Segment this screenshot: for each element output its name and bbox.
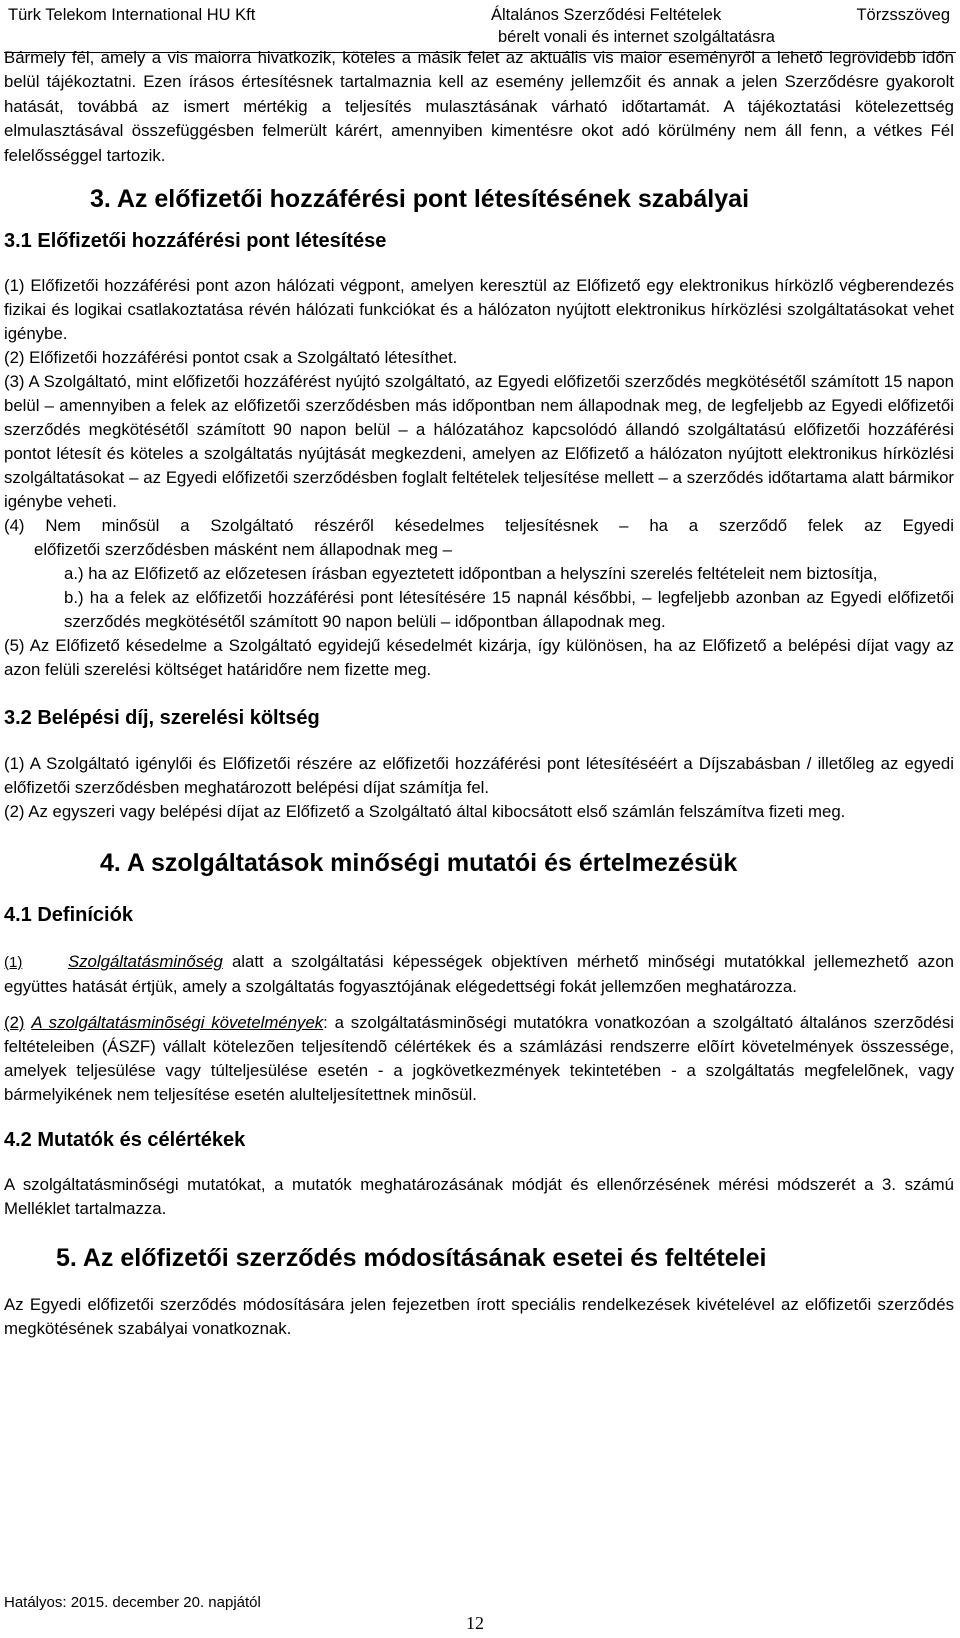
footer-effective-date: Hatályos: 2015. december 20. napjától	[4, 1594, 261, 1611]
s31-item-a: a.) ha az Előfizető az előzetesen írásban egyeztetett időpontban a helyszíni szerelés feltételeit nem biztosítja,	[64, 564, 878, 584]
s31-paragraph-1: (1) Előfizetői hozzáférési pont azon hálózati végpont, amelyen keresztül az Előfizető egy elektronikus hírközlő végberendezés fizikai és logikai csatlakoztatása révén hálózati funkciókat és a hálózaton nyújtott elektronikus hírközlési szolgáltatásokat vehet igénybe.	[4, 276, 954, 344]
definition-1-text: alatt a szolgáltatási képességek objektíven mérhető minőségi mutatókkal jellemezhető azon együttes hatását értjük, amely a szolgáltatás fogyasztójának elégedettségi fokát jellemzően meghatározza.	[4, 952, 954, 997]
page-number: 12	[466, 1613, 484, 1633]
s42-paragraph-1: A szolgáltatásminőségi mutatókat, a mutatók meghatározásának módját és ellenőrzésének mérési módszerét a 3. számú Melléklet tartalmazza.	[4, 1175, 954, 1219]
s32-paragraph-2: (2) Az egyszeri vagy belépési díjat az Előfizető a Szolgáltató által kibocsátott első számlán felszámítva fizeti meg.	[4, 802, 846, 822]
section-4-2-title: 4.2 Mutatók és célértékek	[4, 1129, 246, 1152]
s31-paragraph-4-line2: előfizetői szerződésben másként nem állapodnak meg –	[34, 540, 452, 560]
header-doc-title: Általános Szerződési Feltételek	[491, 6, 722, 24]
header-doc-subtitle: bérelt vonali és internet szolgáltatásra	[498, 28, 775, 46]
section-3-2-title: 3.2 Belépési díj, szerelési költség	[4, 707, 320, 730]
section-3-1-title: 3.1 Előfizetői hozzáférési pont létesítése	[4, 230, 387, 253]
s31-paragraph-3: (3) A Szolgáltató, mint előfizetői hozzáférést nyújtó szolgáltató, az Egyedi előfizetői szerződés megkötésétől számított 15 napon belül – amennyiben a felek az előfizetői szerződésben más időpontban nem állapodnak meg, de legfeljebb az Egyedi előfizetői szerződés megkötésétől számított 90 napon belül – a hálózatához kapcsolódó állandó szolgáltatású előfizetői hozzáférési pontot létesít és köteles a szolgáltatás nyújtását megkezdeni, amelyen az Előfizető a hálózaton nyújtott elektronikus hírközlési szolgáltatásokat – az Egyedi előfizetői szerződésben foglalt feltételek teljesítése mellett – a szerződés időtartama alatt bármikor igénybe veheti.	[4, 372, 954, 512]
intro-paragraph: Bármely fél, amely a vis maiorra hivatkozik, köteles a másik felet az aktuális vis maior eseményről a lehető legrövidebb időn belül tájékoztatni. Ezen írásos értesítésnek tartalmaznia kell az esemény jellemzőit és annak a jelen Szerződésre gyakorolt hatását, továbbá az ismert mértékig a teljesítés mulasztásának várható időtartamát. A tájékoztatási kötelezettség elmulasztásával összefüggésben felmerült kárért, amennyiben kimentésre okot adó körülmény nem áll fenn, a vétkes Fél felelősséggel tartozik.	[4, 48, 954, 165]
section-4-1-title: 4.1 Definíciók	[4, 904, 133, 927]
section-3-title: 3. Az előfizetői hozzáférési pont létesítésének szabályai	[90, 185, 750, 214]
document-body	[4, 46, 954, 1341]
s5-paragraph-1: Az Egyedi előfizetői szerződés módosítására jelen fejezetben írott speciális rendelkezések kivételével az előfizetői szerződés megkötésének szabályai vonatkoznak.	[4, 1295, 954, 1339]
s31-item-b: b.) ha a felek az előfizetői hozzáférési pont létesítésére 15 napnál későbbi, – legfeljebb azonban az Egyedi előfizetői szerződés megkötésétől számított 90 napon belüli – időpontban állapodnak meg.	[64, 588, 954, 632]
definition-2	[4, 1011, 954, 1107]
definition-2-number: (2)	[4, 1013, 25, 1033]
s31-paragraph-4-line1: (4) Nem minősül a Szolgáltató részéről késedelmes teljesítésnek – ha a szerződő felek az Egyedi	[4, 516, 954, 536]
definition-1-term: Szolgáltatásminőség	[67, 952, 223, 972]
definition-2-term: A szolgáltatásminõségi követelmények	[31, 1013, 324, 1033]
definition-2-text: : a szolgáltatásminõségi mutatókra vonatkozóan a szolgáltató általános szerzõdési feltételeiben (ÁSZF) vállalt kötelezõen teljesítendõ célértékek és a számlázási rendszerre elõírt követelmények összessége, amelyek teljesülése vagy túlteljesülése esetén - a jogkövetkezmények tekintetében - a szolgáltatás megfelelõnek, vagy bármelyikének nem teljesítése esetén alulteljesítettnek minõsül.	[4, 1013, 954, 1105]
s31-paragraph-2: (2) Előfizetői hozzáférési pontot csak a Szolgáltató létesíthet.	[4, 348, 458, 368]
s32-paragraph-1: (1) A Szolgáltató igénylői és Előfizetői részére az előfizetői hozzáférési pont létesítéséért a Díjszabásban / illetőleg az egyedi előfizetői szerződésben meghatározott belépési díjat számítja fel.	[4, 754, 954, 798]
header-company: Türk Telekom International HU Kft	[8, 6, 256, 24]
definition-1	[4, 950, 954, 999]
s31-paragraph-5: (5) Az Előfizető késedelme a Szolgáltató egyidejű késedelmét kizárja, így különösen, ha az Előfizető a belépési díjat vagy az azon felüli szerelési költséget határidőre nem fizette meg.	[4, 636, 954, 680]
definition-1-number: (1)	[4, 954, 23, 972]
header-section-label: Törzsszöveg	[856, 6, 950, 24]
section-5-title: 5. Az előfizetői szerződés módosításának esetei és feltételei	[56, 1244, 767, 1273]
section-4-title: 4. A szolgáltatások minőségi mutatói és értelmezésük	[100, 849, 738, 878]
